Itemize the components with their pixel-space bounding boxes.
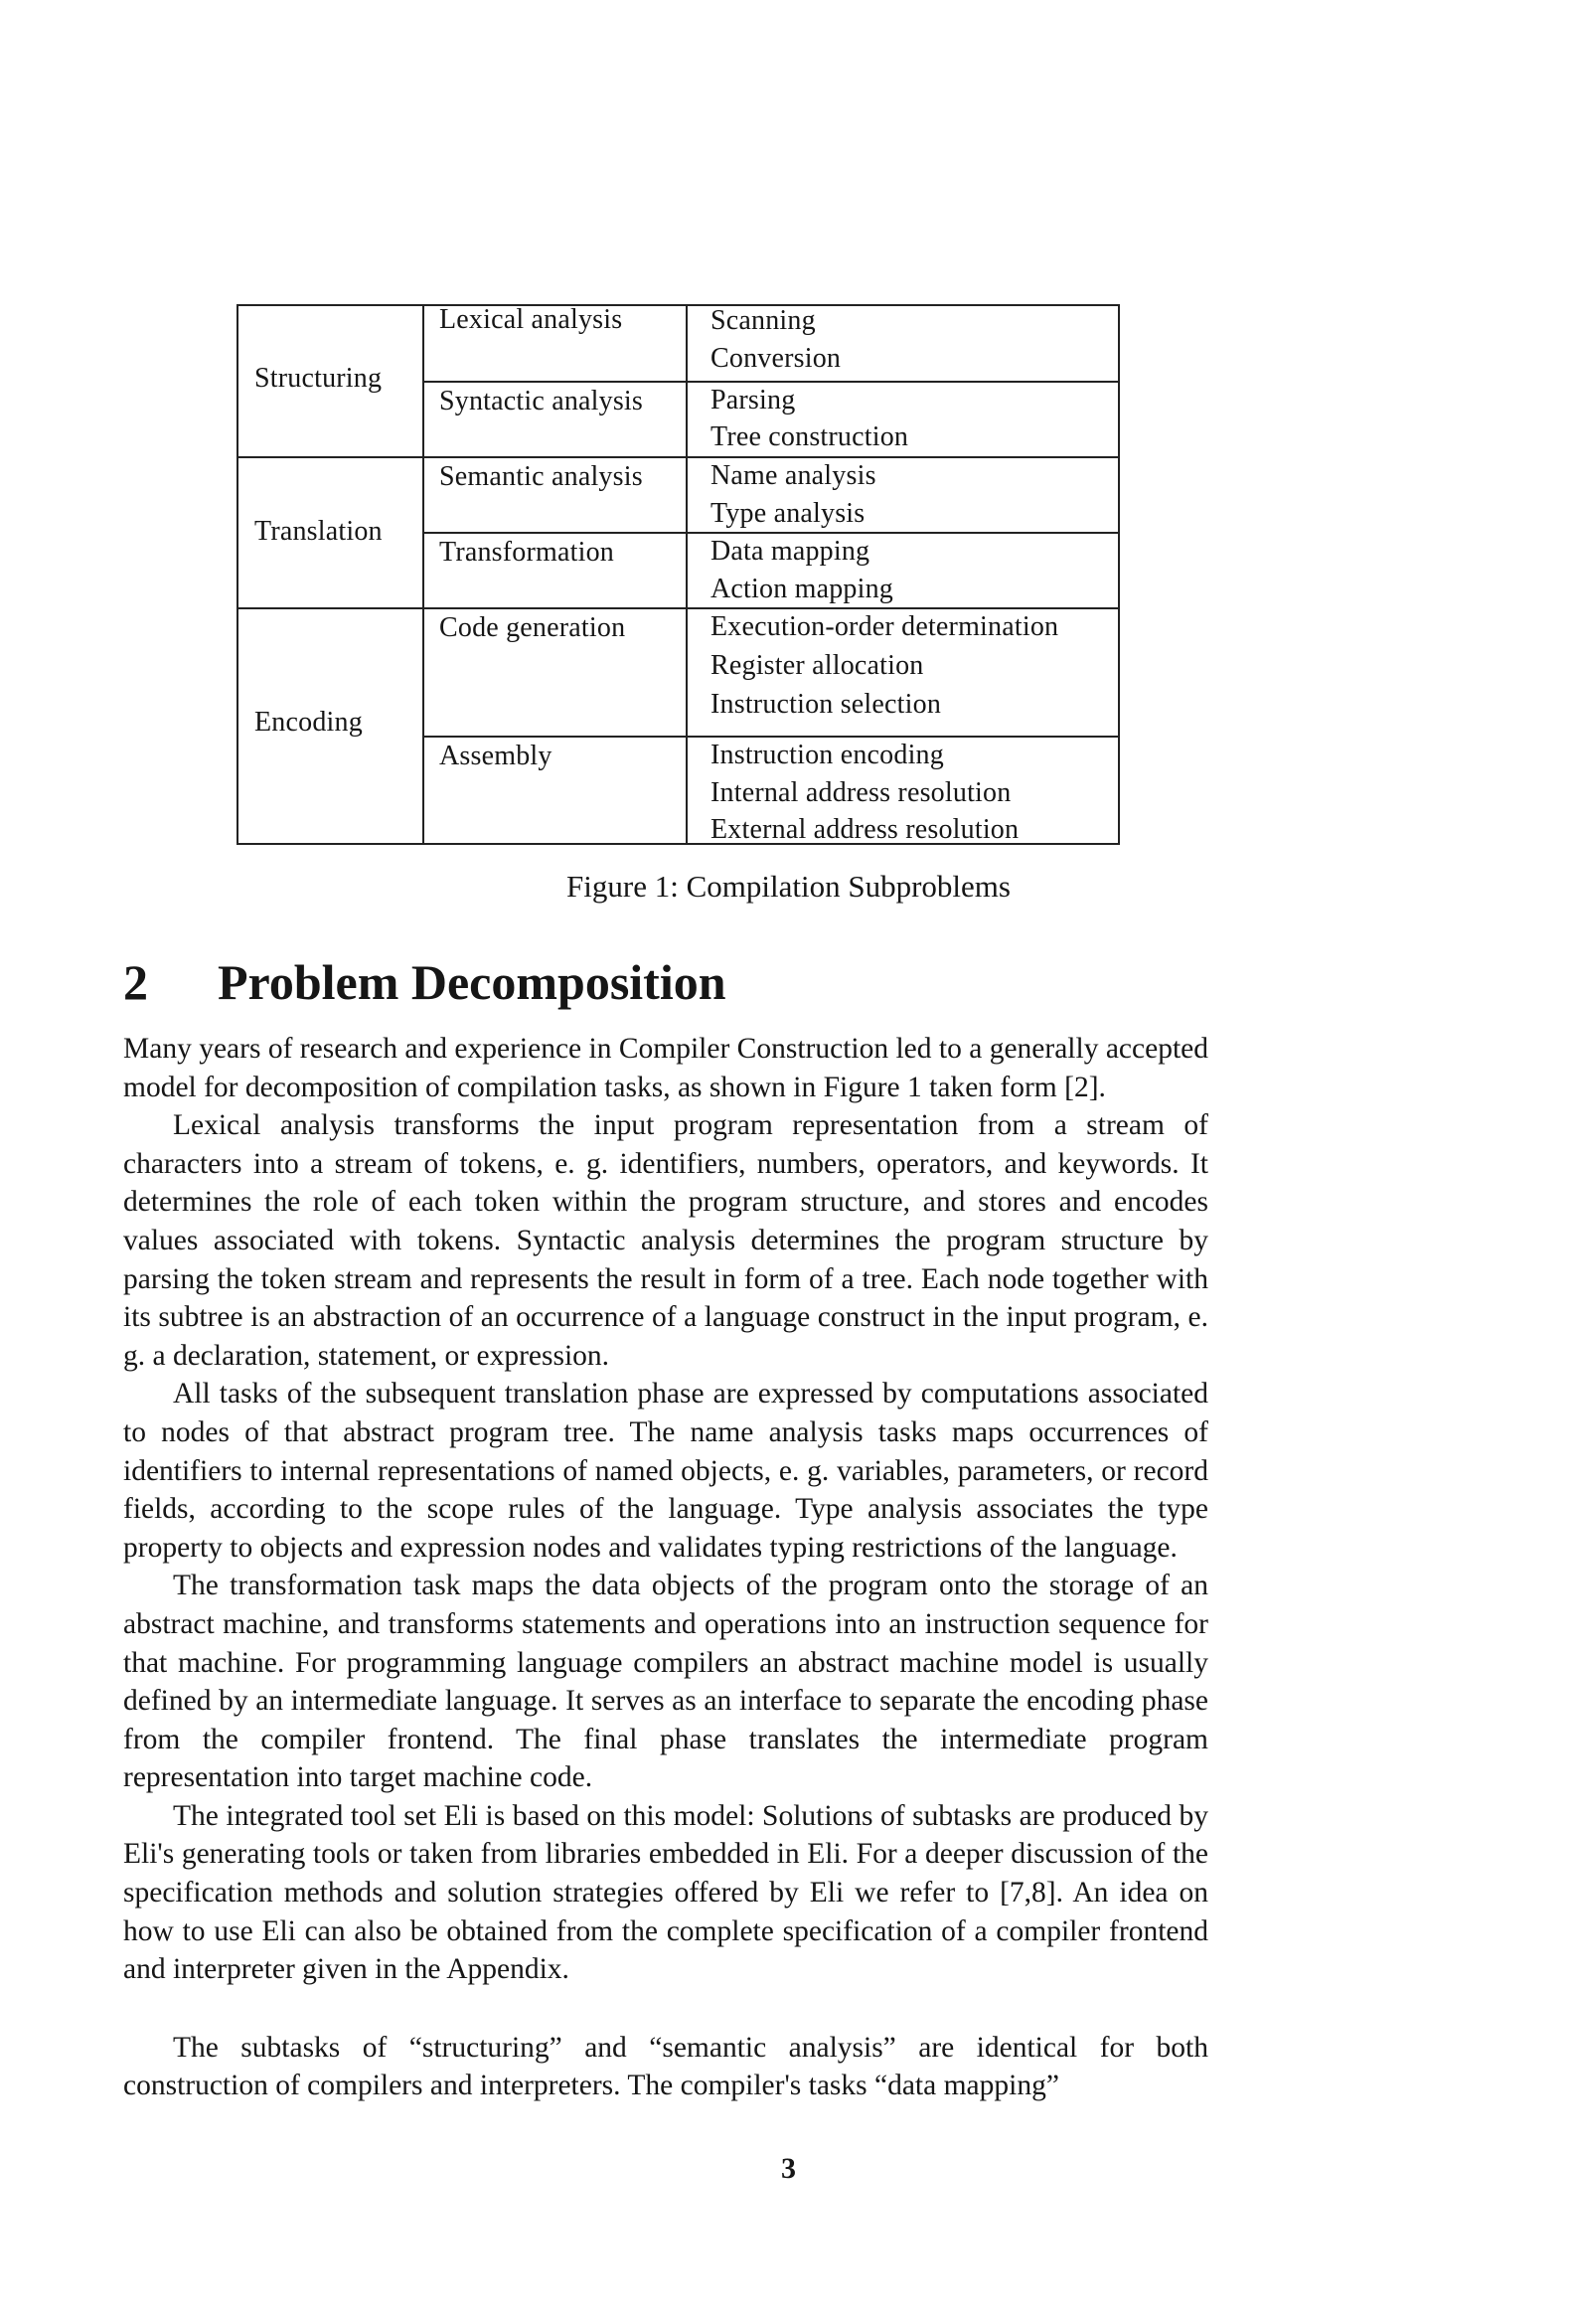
phase-translation: Translation bbox=[254, 516, 383, 547]
subtask: External address resolution bbox=[710, 814, 1020, 845]
task-lexical-analysis: Lexical analysis bbox=[439, 304, 623, 335]
page-number: 3 bbox=[781, 2152, 796, 2185]
table-rule bbox=[686, 306, 688, 843]
subtask: Data mapping bbox=[710, 536, 870, 567]
task-code-generation: Code generation bbox=[439, 612, 626, 643]
section-heading bbox=[123, 952, 726, 1012]
subtask: Action mapping bbox=[710, 574, 893, 604]
compilation-subproblems-table bbox=[237, 304, 1120, 845]
phase-structuring: Structuring bbox=[254, 363, 383, 394]
paragraph: The integrated tool set Eli is based on this model: Solutions of subtasks are produced by Eli's generating tools or taken from libraries embedded in Eli. For a deeper discussion of the specification methods and solution strategies offered by Eli we refer to [7,8]. An idea on how to use Eli can also be obtained from the complete specification of a compiler frontend and interpreter given in the Appendix. bbox=[123, 1799, 1208, 1986]
subtask: Tree construction bbox=[710, 421, 909, 452]
table-rule bbox=[422, 306, 424, 843]
subtask: Conversion bbox=[710, 343, 842, 374]
paragraph: The transformation task maps the data objects of the program onto the storage of an abstract machine, and transforms statements and operations into an instruction sequence for that machine. For programming language compilers an abstract machine model is usually defined by an intermediate language. It serves as an interface to separate the encoding phase from the compiler frontend. The final phase translates the intermediate program representation into target machine code. bbox=[123, 1570, 1208, 1794]
body-text bbox=[123, 1030, 1208, 2105]
section-number: 2 bbox=[123, 954, 148, 1010]
subtask: Scanning bbox=[710, 305, 816, 336]
task-syntactic-analysis: Syntactic analysis bbox=[439, 386, 644, 416]
task-assembly: Assembly bbox=[439, 741, 552, 771]
subtask: Internal address resolution bbox=[710, 777, 1012, 808]
figure-caption: Figure 1: Compilation Subproblems bbox=[566, 869, 1011, 904]
subtask: Parsing bbox=[710, 385, 796, 415]
section-title: Problem Decomposition bbox=[218, 954, 726, 1010]
subtask: Execution-order determination bbox=[710, 611, 1059, 642]
subtask: Name analysis bbox=[710, 460, 876, 491]
subtask: Instruction encoding bbox=[710, 740, 944, 770]
subtask: Instruction selection bbox=[710, 689, 942, 720]
subtask: Register allocation bbox=[710, 650, 924, 681]
paragraph: The subtasks of “structuring” and “semantic analysis” are identical for both construction of compilers and interpreters. The compiler's tasks “data mapping” bbox=[123, 2031, 1208, 2102]
task-semantic-analysis: Semantic analysis bbox=[439, 461, 643, 492]
paragraph: Lexical analysis transforms the input program representation from a stream of characters into a stream of tokens, e. g. identifiers, numbers, operators, and keywords. It determines the role of each token within the program structure, and stores and encodes values associated with tokens. Syntactic analysis determines the program structure by parsing the token stream and represents the result in form of a tree. Each node together with its subtree is an abstraction of an occurrence of a language construct in the input program, e. g. a declaration, statement, or expression. bbox=[123, 1109, 1208, 1372]
task-transformation: Transformation bbox=[439, 537, 614, 568]
paragraph: Many years of research and experience in Compiler Construction led to a generally accepted model for decomposition of compilation tasks, as shown in Figure 1 taken form [2]. bbox=[123, 1033, 1208, 1103]
table-rule bbox=[238, 456, 1118, 458]
subtask: Type analysis bbox=[710, 498, 866, 529]
paragraph: All tasks of the subsequent translation phase are expressed by computations associated to nodes of that abstract program tree. The name analysis tasks maps occurrences of identifiers to internal representations of named objects, e. g. variables, parameters, or record fields, according to the scope rules of the language. Type analysis associates the type property to objects and expression nodes and validates typing restrictions of the language. bbox=[123, 1378, 1208, 1564]
phase-encoding: Encoding bbox=[254, 707, 363, 738]
